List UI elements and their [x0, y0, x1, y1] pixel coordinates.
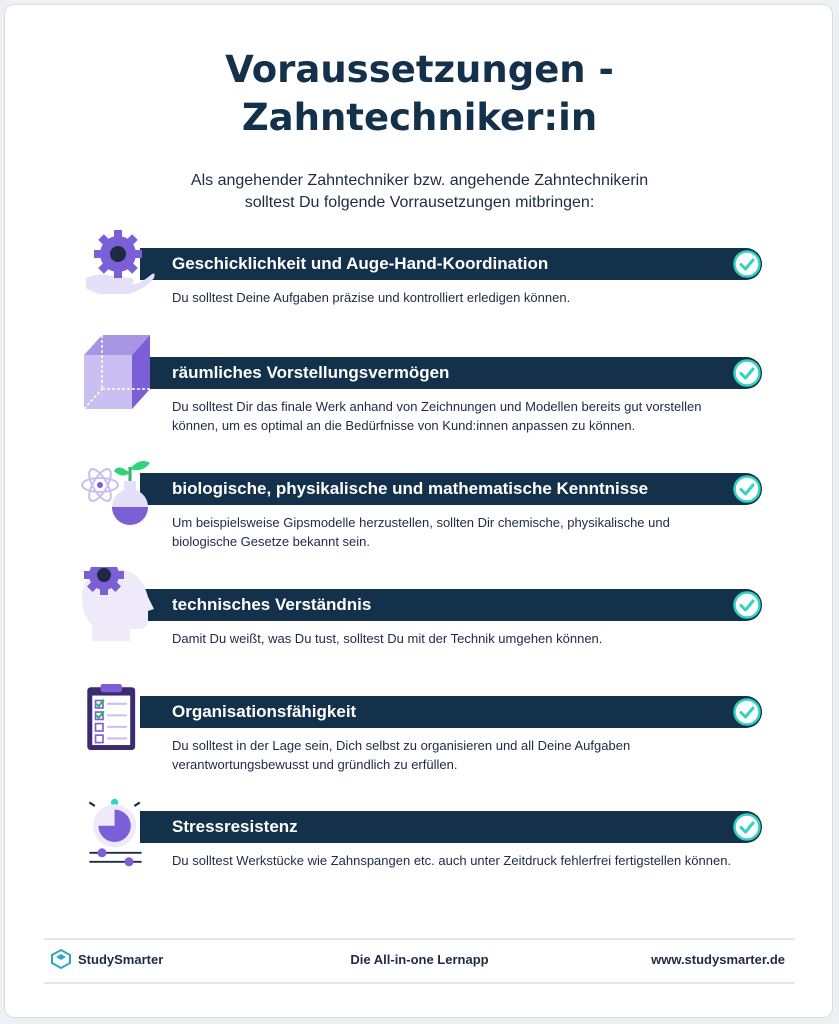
page-title-line2: Zahntechniker:in: [241, 96, 598, 139]
requirement-item: [0, 811, 839, 921]
requirement-title: Organisationsfähigkeit: [172, 702, 357, 721]
check-circle-icon: [733, 698, 761, 726]
website-link[interactable]: www.studysmarter.de: [651, 952, 785, 967]
footer-divider-top: [44, 938, 795, 940]
stopwatch-icon: [84, 795, 156, 871]
requirement-description: Damit Du weißt, was Du tust, solltest Du mit der Technik umgehen können.: [172, 631, 603, 646]
requirement-title: räumliches Vorstellungsvermögen: [172, 363, 450, 382]
cube-icon: [78, 335, 158, 415]
check-circle-icon: [733, 591, 761, 619]
intro-text-line2: solltest Du folgende Vorrausetzungen mitbringen:: [244, 194, 595, 211]
requirement-description: Du solltest Deine Aufgaben präzise und kontrolliert erledigen können.: [172, 290, 571, 305]
check-circle-icon: [733, 475, 761, 503]
clipboard-icon: [84, 676, 150, 758]
footer-divider-bottom: [44, 982, 795, 984]
requirement-description: Du solltest Werkstücke wie Zahnspangen etc. auch unter Zeitdruck fehlerfrei fertigstellen können.: [172, 853, 732, 868]
page-title-line1: Voraussetzungen -: [225, 48, 614, 91]
check-circle-icon: [733, 359, 761, 387]
footer: [44, 950, 795, 970]
check-circle-icon: [733, 813, 761, 841]
gear-hand-icon: [78, 226, 158, 306]
check-circle-icon: [733, 250, 761, 278]
brand-name: StudySmarter: [78, 951, 164, 967]
requirement-item: [0, 696, 839, 806]
requirement-title: technisches Verständnis: [172, 595, 372, 614]
footer-tagline: Die All-in-one Lernapp: [350, 952, 489, 967]
science-icon: [78, 451, 158, 531]
requirement-title: biologische, physikalische und mathematische Kenntnisse: [172, 479, 649, 498]
requirement-description: Um beispielsweise Gipsmodelle herzustellen, sollten Dir chemische, physikalische und biologische Gesetze bekannt sein.: [172, 515, 670, 549]
requirement-description: Du solltest in der Lage sein, Dich selbst zu organisieren und all Deine Aufgaben verantwortungsbewusst und gründlich zu erfüllen.: [172, 738, 631, 772]
requirement-title: Stressresistenz: [172, 817, 298, 836]
head-gear-icon: [78, 567, 158, 647]
intro-text-line1: Als angehender Zahntechniker bzw. angehende Zahntechnikerin: [190, 172, 649, 189]
requirement-description: Du solltest Dir das finale Werk anhand von Zeichnungen und Modellen bereits gut vorstellen können, um es optimal an die Bedürfnisse von Kund:innen anpassen zu können.: [172, 399, 702, 433]
requirement-title: Geschicklichkeit und Auge-Hand-Koordination: [172, 254, 549, 273]
